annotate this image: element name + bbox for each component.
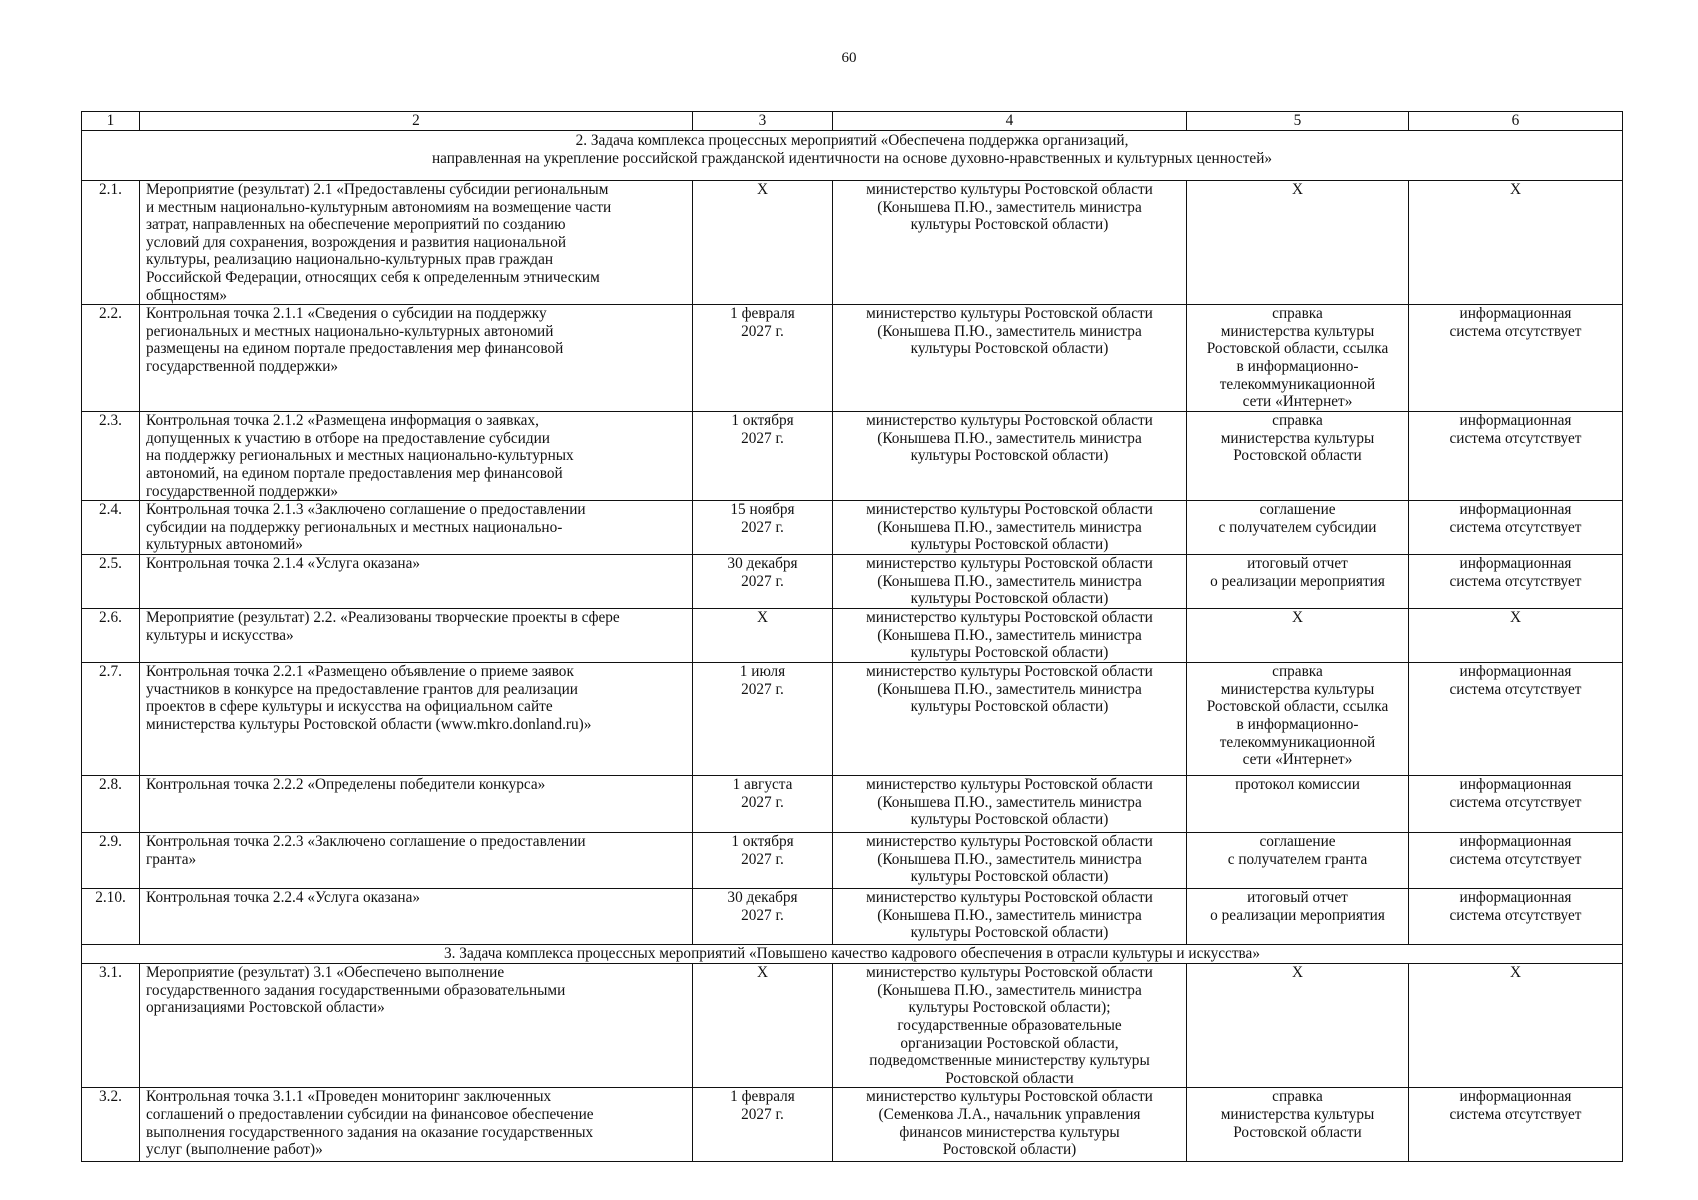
row-info-system: X: [1409, 964, 1623, 1088]
row-deadline: 1 февраля 2027 г.: [693, 305, 833, 412]
row-number: 2.8.: [82, 776, 140, 833]
table-row: [82, 609, 1623, 663]
row-responsible: министерство культуры Ростовской области (Конышева П.Ю., заместитель министра культуры Ростовской области): [833, 305, 1187, 412]
row-responsible: министерство культуры Ростовской области (Конышева П.Ю., заместитель министра культуры Ростовской области): [833, 181, 1187, 305]
row-number: 2.6.: [82, 609, 140, 663]
table-row: [82, 501, 1623, 555]
table-row: [82, 555, 1623, 609]
table-row: [82, 833, 1623, 889]
row-number: 2.2.: [82, 305, 140, 412]
row-description: Контрольная точка 3.1.1 «Проведен мониторинг заключенных соглашений о предоставлении субсидии на финансовое обеспечение выполнения государственного задания на оказание государственных услуг (выполнение работ)»: [140, 1088, 693, 1162]
row-info-system: X: [1409, 609, 1623, 663]
row-info-system: информационная система отсутствует: [1409, 1088, 1623, 1162]
row-description: Контрольная точка 2.2.2 «Определены победители конкурса»: [140, 776, 693, 833]
row-description: Контрольная точка 2.1.4 «Услуга оказана»: [140, 555, 693, 609]
row-deadline: 1 августа 2027 г.: [693, 776, 833, 833]
row-description: Контрольная точка 2.2.3 «Заключено соглашение о предоставлении гранта»: [140, 833, 693, 889]
row-number: 3.2.: [82, 1088, 140, 1162]
row-responsible: министерство культуры Ростовской области (Конышева П.Ю., заместитель министра культуры Ростовской области): [833, 663, 1187, 776]
row-document: справка министерства культуры Ростовской области: [1187, 1088, 1409, 1162]
row-deadline: 1 октября 2027 г.: [693, 833, 833, 889]
row-document: соглашение с получателем субсидии: [1187, 501, 1409, 555]
column-number: 3: [693, 112, 833, 131]
row-info-system: информационная система отсутствует: [1409, 663, 1623, 776]
row-description: Контрольная точка 2.1.3 «Заключено соглашение о предоставлении субсидии на поддержку региональных и местных национально- культурных автономий»: [140, 501, 693, 555]
row-responsible: министерство культуры Ростовской области (Конышева П.Ю., заместитель министра культуры Ростовской области); государственные образовательные организации Ростовской области, подведомственные министерству культуры Ростовской области: [833, 964, 1187, 1088]
row-document: X: [1187, 964, 1409, 1088]
row-info-system: информационная система отсутствует: [1409, 555, 1623, 609]
row-number: 2.3.: [82, 412, 140, 501]
section-title: 2. Задача комплекса процессных мероприятий «Обеспечена поддержка организаций, направленная на укрепление российской гражданской идентичности на основе духовно-нравственных и культурных ценностей»: [82, 131, 1623, 181]
row-deadline: 30 декабря 2027 г.: [693, 889, 833, 945]
row-document: итоговый отчет о реализации мероприятия: [1187, 555, 1409, 609]
row-number: 2.5.: [82, 555, 140, 609]
row-deadline: 1 июля 2027 г.: [693, 663, 833, 776]
row-info-system: информационная система отсутствует: [1409, 412, 1623, 501]
row-document: соглашение с получателем гранта: [1187, 833, 1409, 889]
row-responsible: министерство культуры Ростовской области (Конышева П.Ю., заместитель министра культуры Ростовской области): [833, 555, 1187, 609]
column-number: 2: [140, 112, 693, 131]
row-description: Мероприятие (результат) 3.1 «Обеспечено выполнение государственного задания государственными образовательными организациями Ростовской области»: [140, 964, 693, 1088]
row-info-system: информационная система отсутствует: [1409, 889, 1623, 945]
row-description: Контрольная точка 2.1.2 «Размещена информация о заявках, допущенных к участию в отборе на предоставление субсидии на поддержку региональных и местных национально-культурных автономий, на едином портале предоставления мер финансовой государственной поддержки»: [140, 412, 693, 501]
row-number: 2.4.: [82, 501, 140, 555]
table-row: [82, 663, 1623, 776]
row-description: Контрольная точка 2.2.4 «Услуга оказана»: [140, 889, 693, 945]
column-number: 1: [82, 112, 140, 131]
row-responsible: министерство культуры Ростовской области (Конышева П.Ю., заместитель министра культуры Ростовской области): [833, 412, 1187, 501]
section-header-row: [82, 945, 1623, 964]
section-title: 3. Задача комплекса процессных мероприятий «Повышено качество кадрового обеспечения в отрасли культуры и искусства»: [82, 945, 1623, 964]
row-deadline: 15 ноября 2027 г.: [693, 501, 833, 555]
row-document: итоговый отчет о реализации мероприятия: [1187, 889, 1409, 945]
measures-table: [81, 111, 1623, 1162]
row-document: справка министерства культуры Ростовской области, ссылка в информационно- телекоммуникационной сети «Интернет»: [1187, 663, 1409, 776]
row-number: 3.1.: [82, 964, 140, 1088]
column-number-row: [82, 112, 1623, 131]
table-row: [82, 964, 1623, 1088]
row-deadline: X: [693, 609, 833, 663]
row-responsible: министерство культуры Ростовской области (Конышева П.Ю., заместитель министра культуры Ростовской области): [833, 776, 1187, 833]
row-description: Мероприятие (результат) 2.2. «Реализованы творческие проекты в сфере культуры и искусства»: [140, 609, 693, 663]
row-deadline: 1 октября 2027 г.: [693, 412, 833, 501]
row-number: 2.10.: [82, 889, 140, 945]
row-info-system: информационная система отсутствует: [1409, 833, 1623, 889]
row-document: справка министерства культуры Ростовской области: [1187, 412, 1409, 501]
row-deadline: X: [693, 964, 833, 1088]
table-row: [82, 412, 1623, 501]
section-header-row: [82, 131, 1623, 181]
row-responsible: министерство культуры Ростовской области (Конышева П.Ю., заместитель министра культуры Ростовской области): [833, 889, 1187, 945]
table-row: [82, 889, 1623, 945]
row-deadline: 1 февраля 2027 г.: [693, 1088, 833, 1162]
row-number: 2.9.: [82, 833, 140, 889]
table-row: [82, 776, 1623, 833]
row-document: справка министерства культуры Ростовской области, ссылка в информационно- телекоммуникационной сети «Интернет»: [1187, 305, 1409, 412]
row-description: Мероприятие (результат) 2.1 «Предоставлены субсидии региональным и местным национально-культурным автономиям на возмещение части затрат, направленных на обеспечение мероприятий по созданию условий для сохранения, возрождения и развития национальной культуры, реализацию национально-культурных прав граждан Российской Федерации, относящих себя к определенным этническим общностям»: [140, 181, 693, 305]
row-responsible: министерство культуры Ростовской области (Конышева П.Ю., заместитель министра культуры Ростовской области): [833, 833, 1187, 889]
table-row: [82, 181, 1623, 305]
column-number: 6: [1409, 112, 1623, 131]
column-number: 5: [1187, 112, 1409, 131]
row-deadline: 30 декабря 2027 г.: [693, 555, 833, 609]
column-number: 4: [833, 112, 1187, 131]
page-number: 60: [841, 50, 857, 66]
row-info-system: X: [1409, 181, 1623, 305]
table-row: [82, 1088, 1623, 1162]
row-description: Контрольная точка 2.1.1 «Сведения о субсидии на поддержку региональных и местных национально-культурных автономий размещены на едином портале предоставления мер финансовой государственной поддержки»: [140, 305, 693, 412]
row-responsible: министерство культуры Ростовской области (Конышева П.Ю., заместитель министра культуры Ростовской области): [833, 501, 1187, 555]
row-number: 2.7.: [82, 663, 140, 776]
row-description: Контрольная точка 2.2.1 «Размещено объявление о приеме заявок участников в конкурсе на предоставление грантов для реализации проектов в сфере культуры и искусства на официальном сайте министерства культуры Ростовской области (www.mkro.donland.ru)»: [140, 663, 693, 776]
row-document: X: [1187, 609, 1409, 663]
row-document: X: [1187, 181, 1409, 305]
row-responsible: министерство культуры Ростовской области (Семенкова Л.А., начальник управления финансов министерства культуры Ростовской области): [833, 1088, 1187, 1162]
row-responsible: министерство культуры Ростовской области (Конышева П.Ю., заместитель министра культуры Ростовской области): [833, 609, 1187, 663]
row-document: протокол комиссии: [1187, 776, 1409, 833]
row-number: 2.1.: [82, 181, 140, 305]
row-info-system: информационная система отсутствует: [1409, 501, 1623, 555]
row-info-system: информационная система отсутствует: [1409, 305, 1623, 412]
row-info-system: информационная система отсутствует: [1409, 776, 1623, 833]
table-row: [82, 305, 1623, 412]
row-deadline: X: [693, 181, 833, 305]
